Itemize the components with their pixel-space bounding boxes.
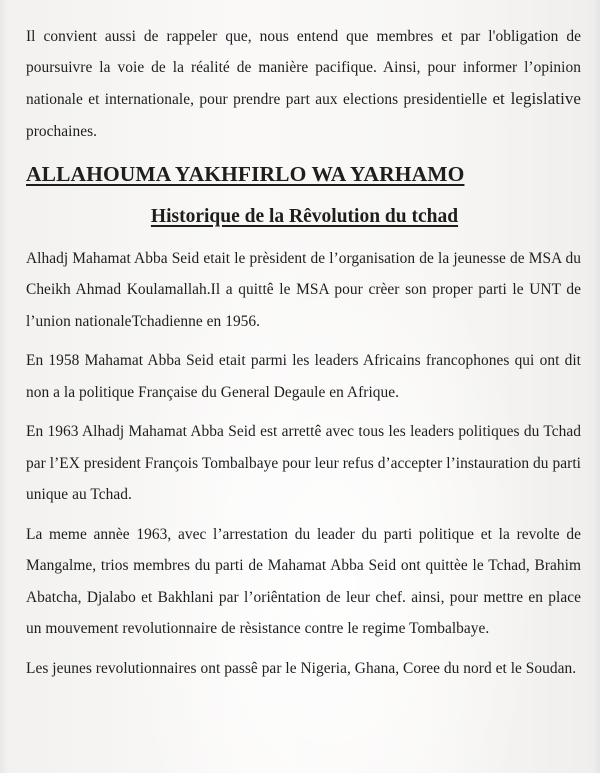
section-title: Historique de la Rêvolution du tchad [150,205,459,227]
intro-text: Il convient aussi de rappeler que, nous entend que membres et par l'obligation de poursuivre la voie de la réalité de manière pacifique. Ainsi, pour informer l’opinion nationale et internationale, pour prendre part aux elections presidentielle [26,28,581,109]
paragraph-1963-arrest: En 1963 Alhadj Mahamat Abba Seid est arrettê avec tous les leaders politiques du Tchad par l’EX president François Tombalbaye pour leur refus d’accepter l’instauration du parti unique au Tchad. [26,423,581,504]
main-heading: ALLAHOUMA YAKHFIRLO WA YARHAMO [26,161,465,186]
intro-paragraph [26,21,581,147]
scan-edge-right [592,0,600,773]
paragraph-young-revolutionaries: Les jeunes revolutionnaires ont passê par le Nigeria, Ghana, Coree du nord et le Soudan. [26,659,577,677]
document-page [26,0,581,692]
intro-text-tail-large: et legislative [492,89,581,109]
scan-edge-left [0,0,8,773]
history-body [26,243,581,685]
paragraph-msa-president: Alhadj Mahamat Abba Seid etait le prèsident de l’organisation de la jeunesse de MSA du Cheikh Ahmad Koulamallah.Il a quittê le MSA pour crèer son proper parti le UNT de l’union nationaleTchadienne en 1956. [26,249,581,330]
intro-text-tail: prochaines. [26,122,98,140]
paragraph-1963-mangalme: La meme annèe 1963, avec l’arrestation du leader du parti politique et la revolte de Mangalme, trios membres du parti de Mahamat Abba Seid ont quittèe le Tchad, Brahim Abatcha, Djalabo et Bakhlani par l’oriêntation de leur chef. ainsi, pour mettre en place un mouvement revolutionnaire de rèsistance contre le regime Tombalbaye. [26,525,581,638]
paragraph-1958: En 1958 Mahamat Abba Seid etait parmi les leaders Africains francophones qui ont dit non a la politique Française du General Degaule en Afrique. [26,352,581,401]
